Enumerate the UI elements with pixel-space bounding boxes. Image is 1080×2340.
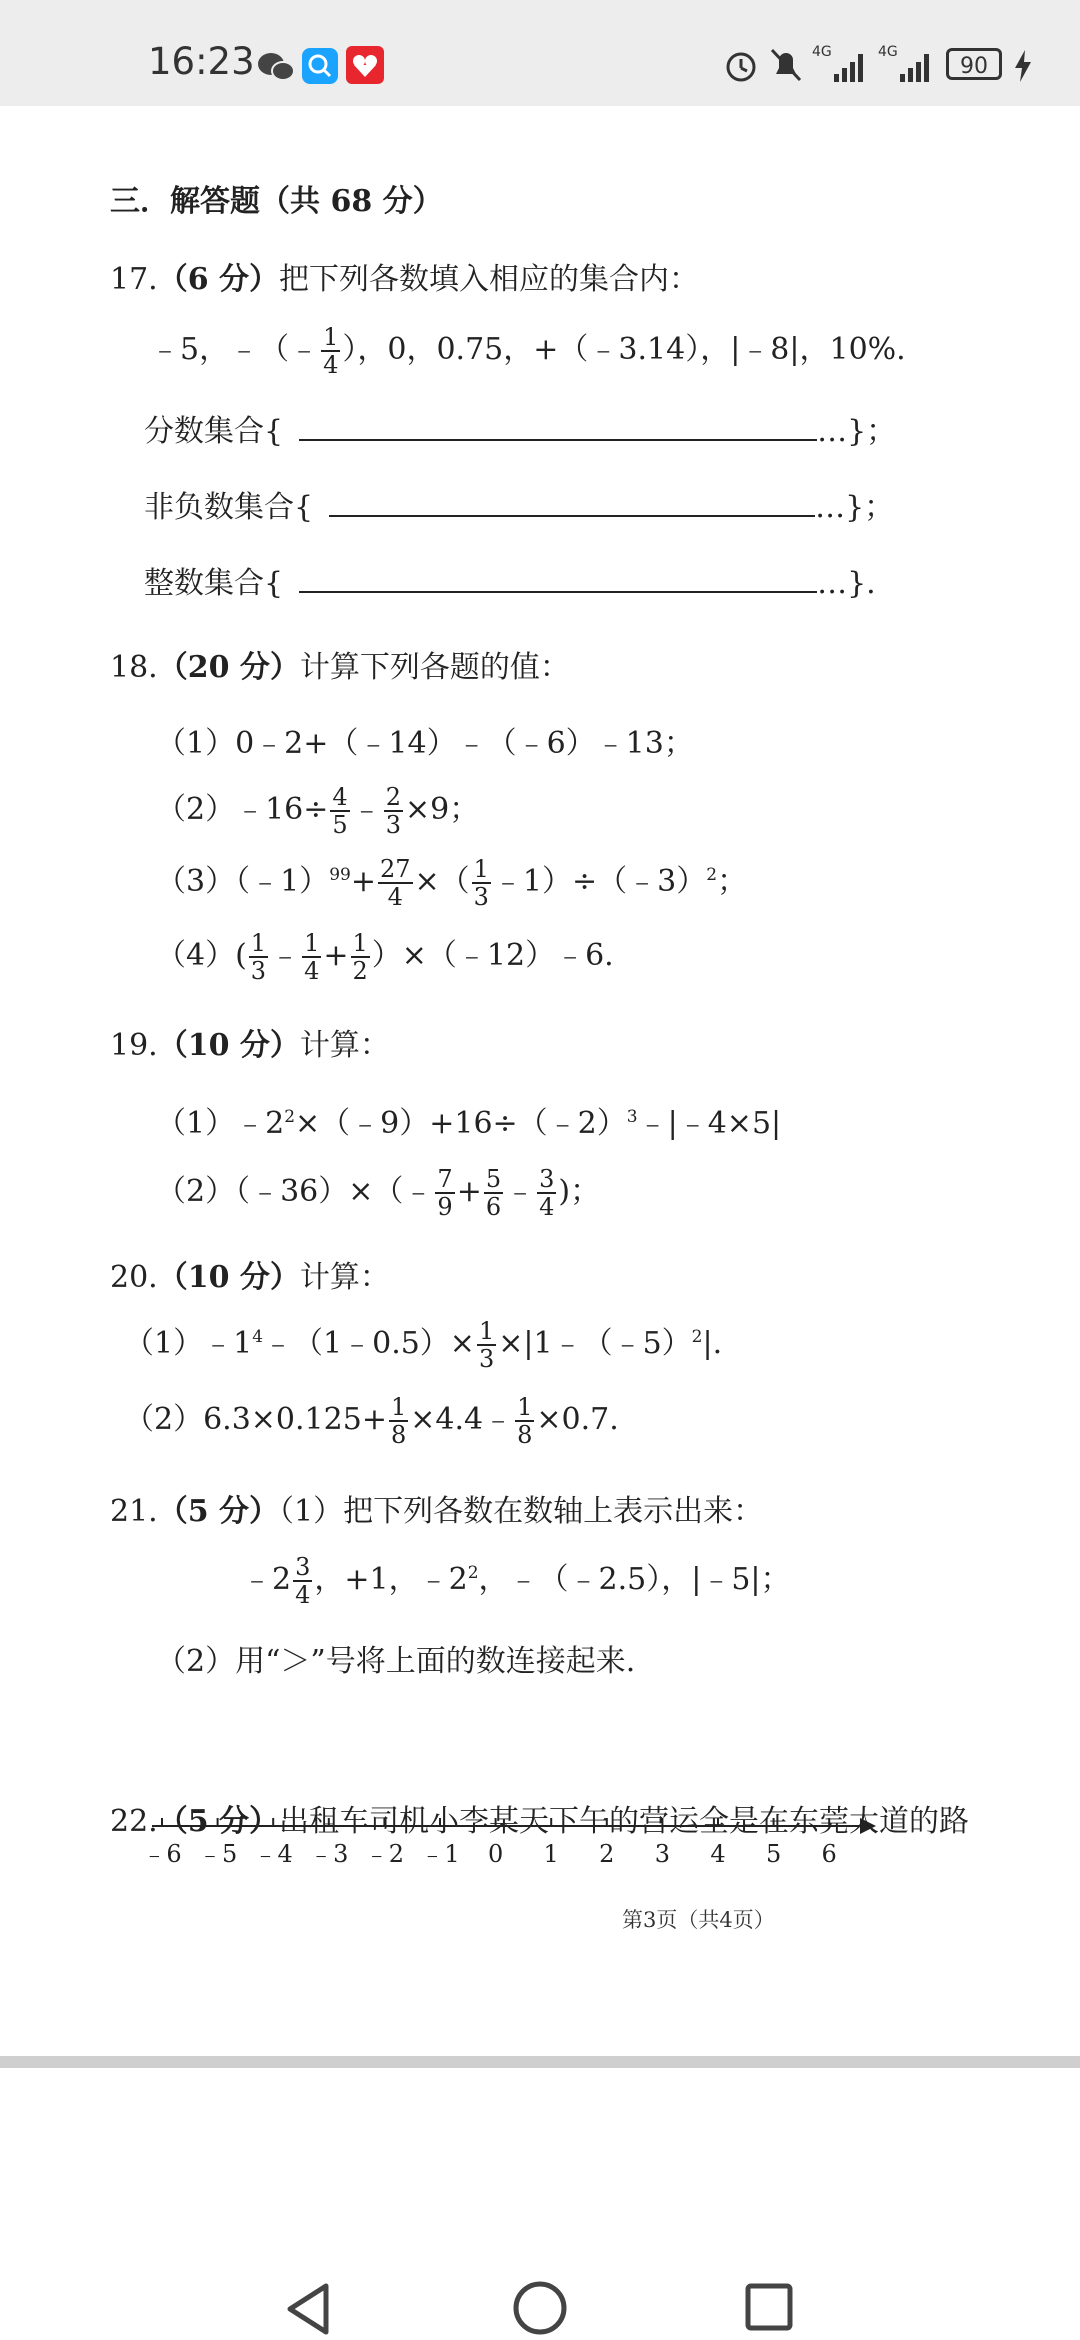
- q21-number: 21.: [110, 1494, 158, 1529]
- q18-p4-b: ﹣: [270, 938, 301, 973]
- q18-p3-frac2: [472, 856, 491, 910]
- q21-score: （5 分）: [157, 1494, 280, 1529]
- frac-num: 1: [478, 1317, 495, 1345]
- frac-den: 4: [387, 883, 403, 911]
- set1-blank[interactable]: [299, 415, 817, 441]
- q19-p1-sup2: 3: [626, 1107, 638, 1127]
- set3-end: …}.: [817, 566, 876, 601]
- q18-p4-d: ）×（﹣12）﹣6.: [371, 938, 614, 973]
- q18-p3-frac1: [378, 856, 413, 910]
- q19-p2-a: （2）（﹣36）×（﹣: [156, 1174, 434, 1209]
- axis-tick-label: 0: [487, 1840, 504, 1868]
- frac-den: 4: [295, 1581, 311, 1609]
- app-red-icon: [346, 46, 384, 84]
- q20-prompt: 计算：: [299, 1260, 390, 1295]
- q21-nums-sup: 2: [467, 1563, 479, 1583]
- q17-numbers-a: ﹣5，﹣（﹣: [150, 332, 320, 367]
- frac-num: 1: [304, 929, 320, 957]
- q18-part3: [156, 856, 747, 910]
- q20-p2-frac2: [515, 1394, 534, 1448]
- q17-prompt: 把下列各数填入相应的集合内：: [279, 262, 700, 297]
- q20-p2-c: ×0.7.: [536, 1402, 619, 1437]
- set1-label: 分数集合{: [144, 414, 284, 449]
- q18-heading: [110, 642, 570, 686]
- status-bar: [0, 0, 1080, 106]
- q18-part2: [156, 784, 479, 838]
- network-type-2: 4G: [878, 44, 898, 60]
- frac-den: 3: [478, 1345, 495, 1373]
- q17-numbers: [150, 324, 906, 378]
- axis-tick-label: 4: [710, 1840, 726, 1868]
- set2-blank[interactable]: [329, 491, 815, 517]
- q17-set-integer: [144, 558, 876, 602]
- signal-2-icon: [898, 50, 934, 82]
- q21-frac: [293, 1554, 312, 1608]
- axis-tick-label: 2: [599, 1840, 615, 1868]
- q20-part1: [124, 1318, 722, 1372]
- frac-num: 1: [473, 855, 489, 883]
- q21-heading: [110, 1486, 763, 1530]
- q20-p1-a: （1）﹣1: [124, 1326, 253, 1361]
- navigation-bar: [0, 2068, 1080, 2340]
- q18-p2-b: ﹣: [351, 792, 382, 827]
- q17-set-fraction: [144, 406, 896, 450]
- q22-line: [110, 1796, 969, 1840]
- q18-p4-a: （4）(: [156, 938, 247, 973]
- axis-tick-label: 5: [765, 1840, 782, 1868]
- frac-num: 3: [539, 1165, 555, 1193]
- q20-p2-b: ×4.4﹣: [410, 1402, 514, 1437]
- page-divider: [0, 2056, 1080, 2068]
- set3-label: 整数集合{: [144, 566, 284, 601]
- search-app-icon: [302, 48, 338, 84]
- q18-p4-c: +: [323, 938, 349, 973]
- q18-p3-d: ﹣1）÷（﹣3）: [492, 864, 707, 899]
- q21-prompt: （1）把下列各数在数轴上表示出来：: [279, 1494, 764, 1529]
- frac-den: 4: [304, 957, 320, 985]
- wechat-icon: [256, 50, 296, 84]
- axis-tick-label: ﹣6: [142, 1840, 182, 1868]
- q17-number: 17.: [110, 262, 158, 297]
- frac-num: 1: [323, 323, 339, 351]
- q19-heading: [110, 1020, 390, 1064]
- frac-num: 7: [437, 1165, 453, 1193]
- back-icon[interactable]: [282, 2280, 334, 2338]
- axis-tick-label: ﹣3: [309, 1840, 349, 1868]
- q19-part1: [156, 1098, 781, 1142]
- axis-tick-label: ﹣2: [364, 1840, 405, 1868]
- set1-end: …}；: [817, 414, 897, 449]
- q19-p2-b: +: [456, 1174, 482, 1209]
- q18-p3-e: ；: [717, 864, 748, 899]
- q20-p2-frac1: [389, 1394, 408, 1448]
- q18-p2-frac1: [330, 784, 349, 838]
- frac-den: 3: [250, 957, 267, 985]
- q22-number: 22.: [110, 1804, 158, 1839]
- frac-num: 3: [295, 1553, 311, 1581]
- page-footer: 第3页（共4页）: [622, 1908, 775, 1932]
- section-title: 三．解答题（共 68 分）: [110, 184, 443, 219]
- q19-p2-frac2: [484, 1166, 503, 1220]
- recents-icon[interactable]: [744, 2282, 794, 2332]
- axis-tick-label: 1: [543, 1840, 559, 1868]
- axis-tick-label: 3: [654, 1840, 671, 1868]
- q20-p1-sup1: 4: [252, 1327, 264, 1347]
- q19-p2-c: ﹣: [505, 1174, 536, 1209]
- q18-prompt: 计算下列各题的值：: [299, 650, 570, 685]
- status-time: 16:23: [148, 40, 255, 83]
- q18-number: 18.: [110, 650, 158, 685]
- frac-den: 9: [437, 1193, 453, 1221]
- frac-num: 27: [379, 855, 411, 883]
- signal-1-icon: [832, 50, 868, 82]
- q19-p2-frac3: [537, 1166, 556, 1220]
- q19-p1-sup1: 2: [284, 1107, 296, 1127]
- q20-heading: [110, 1252, 390, 1296]
- axis-tick-label: ﹣5: [197, 1840, 238, 1868]
- alarm-icon: [722, 48, 760, 84]
- frac-den: 3: [473, 883, 489, 911]
- q17-numbers-b: ），0，0.75，+（﹣3.14），|﹣8|，10%.: [342, 332, 906, 367]
- q22-text: 出租车司机小李某天下午的营运全是在东莞大道的路: [279, 1804, 970, 1839]
- q19-p1-b: ×（﹣9）+16÷（﹣2）: [295, 1106, 627, 1141]
- frac-num: 1: [250, 929, 267, 957]
- q20-p1-d: |.: [702, 1326, 723, 1361]
- q17-set-nonnegative: [144, 482, 894, 526]
- frac-num: 1: [390, 1393, 407, 1421]
- q18-p4-frac3: [351, 930, 370, 984]
- q18-p2-frac2: [384, 784, 403, 838]
- q19-p2-frac1: [435, 1166, 454, 1220]
- set3-blank[interactable]: [299, 567, 817, 593]
- q20-p1-sup2: 2: [691, 1327, 703, 1347]
- frac-num: 4: [332, 783, 348, 811]
- document-page: [0, 106, 1080, 2056]
- frac-den: 8: [390, 1421, 407, 1449]
- axis-tick-label: ﹣1: [420, 1840, 460, 1868]
- q20-p1-frac: [477, 1318, 496, 1372]
- q21-nums-b: ，+1，﹣2: [314, 1562, 468, 1597]
- q21-part2: （2）用“＞”号将上面的数连接起来.: [156, 1644, 636, 1679]
- q21-numbers: [242, 1554, 791, 1608]
- frac-den: 4: [539, 1193, 555, 1221]
- q20-p1-b: ﹣（1﹣0.5）×: [263, 1326, 475, 1361]
- q21-nums-a: ﹣2: [242, 1562, 292, 1597]
- q18-p4-frac1: [249, 930, 268, 984]
- q18-p3-sup1: 99: [329, 865, 351, 885]
- frac-den: 8: [517, 1421, 533, 1449]
- q20-number: 20.: [110, 1260, 158, 1295]
- q18-p2-a: （2）﹣16÷: [156, 792, 329, 827]
- frac-num: 1: [352, 929, 368, 957]
- home-icon[interactable]: [512, 2280, 568, 2336]
- charging-icon: [1012, 48, 1034, 84]
- q18-p3-b: +: [350, 864, 376, 899]
- q17-heading: [110, 254, 699, 298]
- axis-tick-label: ﹣4: [253, 1840, 293, 1868]
- frac-den: 6: [485, 1193, 502, 1221]
- q19-prompt: 计算：: [299, 1028, 390, 1063]
- q18-part1: （1）0﹣2+（﹣14）﹣（﹣6）﹣13；: [156, 726, 694, 761]
- q18-score: （20 分）: [157, 650, 300, 685]
- battery-indicator: 90: [946, 48, 1002, 80]
- q18-p2-c: ×9；: [404, 792, 480, 827]
- q19-p1-c: ﹣|﹣4×5|: [637, 1106, 782, 1141]
- frac-num: 1: [517, 1393, 533, 1421]
- frac-num: 2: [385, 783, 401, 811]
- q20-p2-a: （2）6.3×0.125+: [124, 1402, 387, 1437]
- q18-p3-c: ×（: [414, 864, 470, 899]
- q19-number: 19.: [110, 1028, 158, 1063]
- q20-score: （10 分）: [157, 1260, 300, 1295]
- q19-part2: [156, 1166, 600, 1220]
- frac-num: 5: [485, 1165, 502, 1193]
- q18-part4: [156, 930, 614, 984]
- q22-score: （5 分）: [157, 1804, 280, 1839]
- set2-end: …}；: [815, 490, 895, 525]
- frac-den: 4: [323, 351, 339, 379]
- q18-p3-sup2: 2: [706, 865, 718, 885]
- q19-p2-d: )；: [558, 1174, 601, 1209]
- frac-den: 5: [332, 811, 348, 839]
- q20-part2: [124, 1394, 619, 1448]
- q17-score: （6 分）: [157, 262, 280, 297]
- axis-tick-label: 6: [821, 1840, 837, 1868]
- set2-label: 非负数集合{: [144, 490, 314, 525]
- q20-p1-c: ×|1﹣（﹣5）: [498, 1326, 692, 1361]
- q19-score: （10 分）: [157, 1028, 300, 1063]
- q21-nums-c: ，﹣（﹣2.5），|﹣5|；: [478, 1562, 791, 1597]
- mute-bell-icon: [768, 46, 804, 84]
- frac-den: 2: [352, 957, 368, 985]
- network-type-1: 4G: [812, 44, 832, 60]
- q18-p4-frac2: [302, 930, 321, 984]
- frac-den: 3: [385, 811, 401, 839]
- q17-fraction: [321, 324, 340, 378]
- q19-p1-a: （1）﹣2: [156, 1106, 285, 1141]
- q18-p3-a: （3）（﹣1）: [156, 864, 330, 899]
